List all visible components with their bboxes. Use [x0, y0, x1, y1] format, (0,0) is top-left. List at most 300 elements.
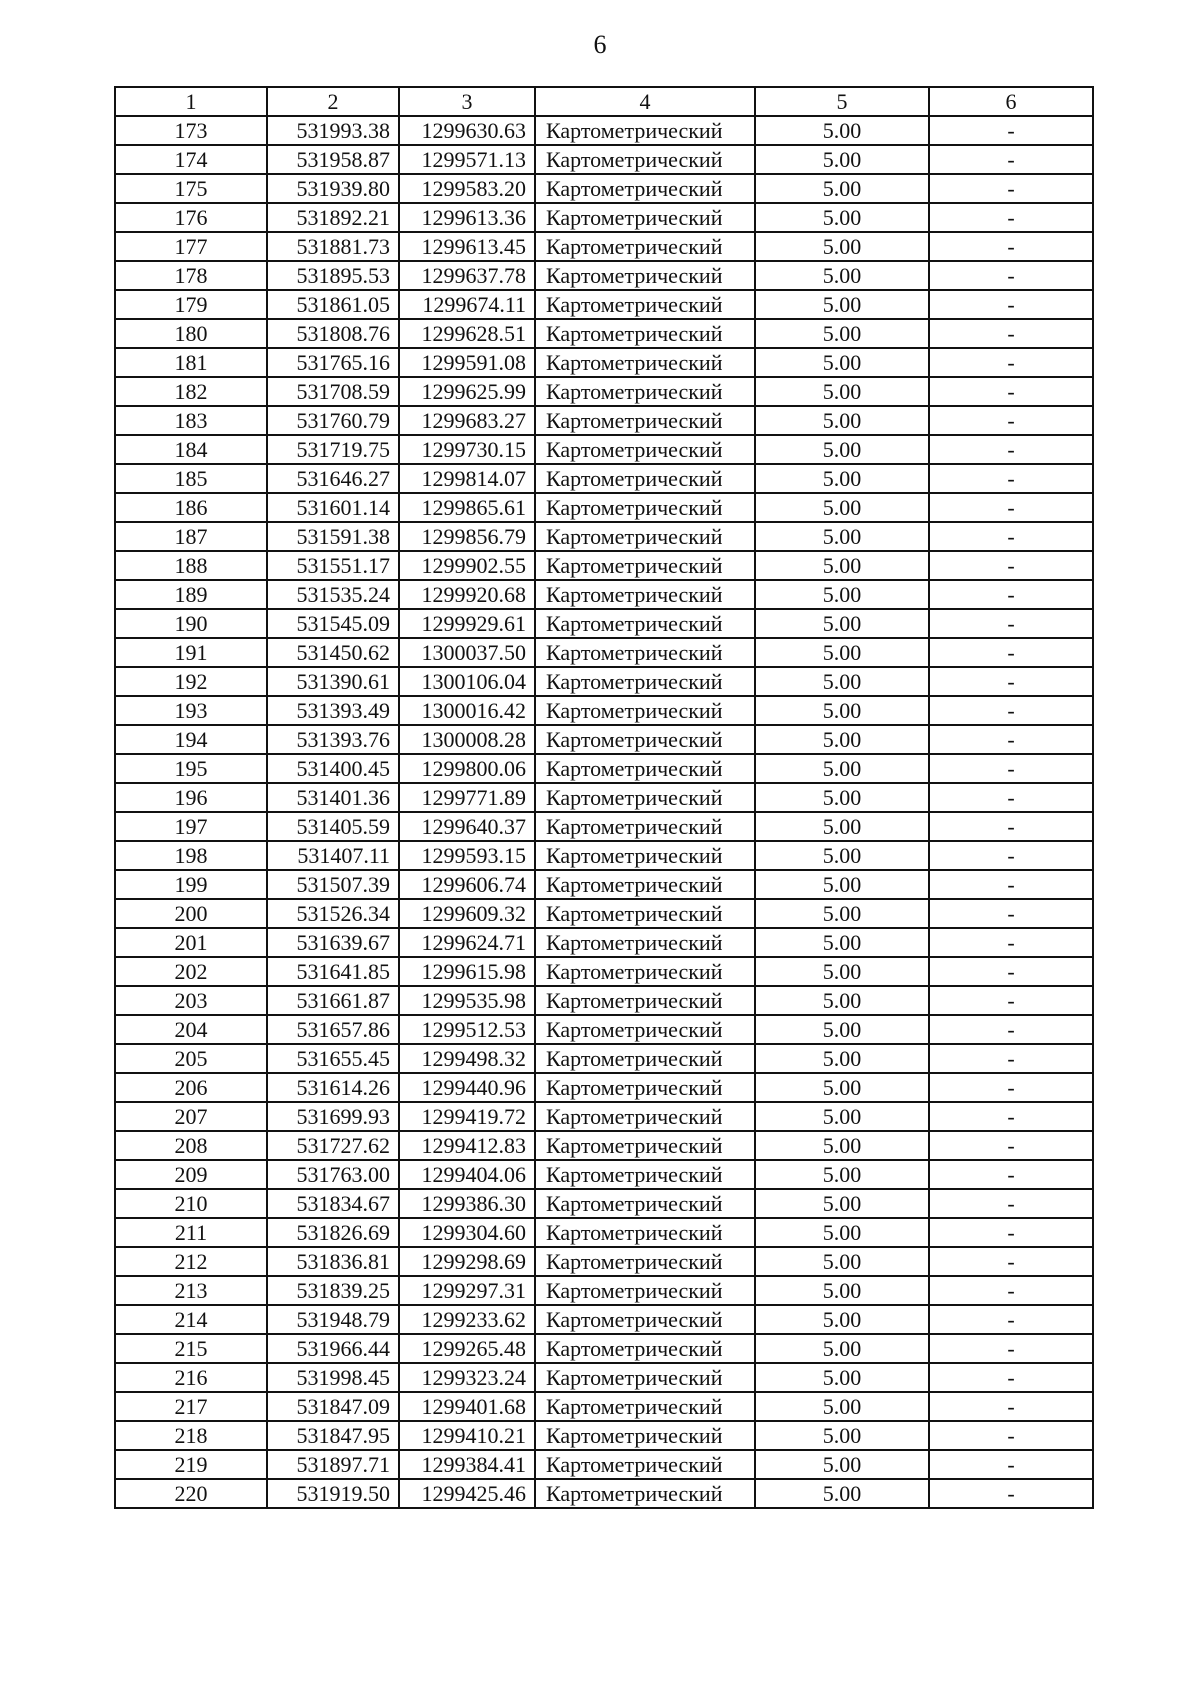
- accuracy-cell: 5.00: [755, 1392, 929, 1421]
- x-coordinate-cell: 531836.81: [267, 1247, 399, 1276]
- note-cell: -: [929, 1421, 1093, 1450]
- point-number-cell: 204: [115, 1015, 267, 1044]
- point-number-cell: 215: [115, 1334, 267, 1363]
- table-row: [115, 725, 1093, 754]
- point-number-cell: 206: [115, 1073, 267, 1102]
- y-coordinate-cell: 1299624.71: [399, 928, 535, 957]
- accuracy-cell: 5.00: [755, 203, 929, 232]
- note-cell: -: [929, 580, 1093, 609]
- accuracy-cell: 5.00: [755, 754, 929, 783]
- note-cell: -: [929, 1334, 1093, 1363]
- table-row: [115, 435, 1093, 464]
- method-cell: Картометрический: [535, 1131, 755, 1160]
- note-cell: -: [929, 1044, 1093, 1073]
- point-number-cell: 173: [115, 116, 267, 145]
- note-cell: -: [929, 1392, 1093, 1421]
- x-coordinate-cell: 531646.27: [267, 464, 399, 493]
- point-number-cell: 189: [115, 580, 267, 609]
- table-row: [115, 1479, 1093, 1508]
- x-coordinate-cell: 531614.26: [267, 1073, 399, 1102]
- y-coordinate-cell: 1299606.74: [399, 870, 535, 899]
- note-cell: -: [929, 957, 1093, 986]
- accuracy-cell: 5.00: [755, 1160, 929, 1189]
- y-coordinate-cell: 1299401.68: [399, 1392, 535, 1421]
- point-number-cell: 198: [115, 841, 267, 870]
- table-row: [115, 203, 1093, 232]
- point-number-cell: 213: [115, 1276, 267, 1305]
- x-coordinate-cell: 531551.17: [267, 551, 399, 580]
- note-cell: -: [929, 638, 1093, 667]
- header-cell-5: 5: [755, 87, 929, 116]
- table-row: [115, 1305, 1093, 1334]
- table-row: [115, 522, 1093, 551]
- note-cell: -: [929, 1363, 1093, 1392]
- method-cell: Картометрический: [535, 1247, 755, 1276]
- method-cell: Картометрический: [535, 812, 755, 841]
- method-cell: Картометрический: [535, 1305, 755, 1334]
- y-coordinate-cell: 1300016.42: [399, 696, 535, 725]
- method-cell: Картометрический: [535, 1015, 755, 1044]
- accuracy-cell: 5.00: [755, 986, 929, 1015]
- table-row: [115, 696, 1093, 725]
- note-cell: -: [929, 406, 1093, 435]
- table-row: [115, 1421, 1093, 1450]
- x-coordinate-cell: 531719.75: [267, 435, 399, 464]
- accuracy-cell: 5.00: [755, 290, 929, 319]
- table-row: [115, 261, 1093, 290]
- header-cell-2: 2: [267, 87, 399, 116]
- x-coordinate-cell: 531699.93: [267, 1102, 399, 1131]
- method-cell: Картометрический: [535, 841, 755, 870]
- y-coordinate-cell: 1299233.62: [399, 1305, 535, 1334]
- note-cell: -: [929, 841, 1093, 870]
- table-row: [115, 899, 1093, 928]
- y-coordinate-cell: 1299386.30: [399, 1189, 535, 1218]
- point-number-cell: 196: [115, 783, 267, 812]
- y-coordinate-cell: 1299640.37: [399, 812, 535, 841]
- method-cell: Картометрический: [535, 232, 755, 261]
- x-coordinate-cell: 531993.38: [267, 116, 399, 145]
- point-number-cell: 208: [115, 1131, 267, 1160]
- x-coordinate-cell: 531966.44: [267, 1334, 399, 1363]
- x-coordinate-cell: 531826.69: [267, 1218, 399, 1247]
- accuracy-cell: 5.00: [755, 464, 929, 493]
- note-cell: -: [929, 1218, 1093, 1247]
- header-cell-6: 6: [929, 87, 1093, 116]
- point-number-cell: 174: [115, 145, 267, 174]
- x-coordinate-cell: 531895.53: [267, 261, 399, 290]
- table-body: [115, 116, 1093, 1508]
- note-cell: -: [929, 1131, 1093, 1160]
- method-cell: Картометрический: [535, 986, 755, 1015]
- table-row: [115, 1247, 1093, 1276]
- method-cell: Картометрический: [535, 870, 755, 899]
- y-coordinate-cell: 1299593.15: [399, 841, 535, 870]
- note-cell: -: [929, 1073, 1093, 1102]
- accuracy-cell: 5.00: [755, 1247, 929, 1276]
- accuracy-cell: 5.00: [755, 1044, 929, 1073]
- method-cell: Картометрический: [535, 1189, 755, 1218]
- y-coordinate-cell: 1299571.13: [399, 145, 535, 174]
- method-cell: Картометрический: [535, 116, 755, 145]
- x-coordinate-cell: 531763.00: [267, 1160, 399, 1189]
- accuracy-cell: 5.00: [755, 1421, 929, 1450]
- point-number-cell: 176: [115, 203, 267, 232]
- point-number-cell: 220: [115, 1479, 267, 1508]
- point-number-cell: 211: [115, 1218, 267, 1247]
- point-number-cell: 197: [115, 812, 267, 841]
- point-number-cell: 195: [115, 754, 267, 783]
- point-number-cell: 192: [115, 667, 267, 696]
- note-cell: -: [929, 435, 1093, 464]
- method-cell: Картометрический: [535, 377, 755, 406]
- point-number-cell: 218: [115, 1421, 267, 1450]
- y-coordinate-cell: 1299683.27: [399, 406, 535, 435]
- y-coordinate-cell: 1300008.28: [399, 725, 535, 754]
- accuracy-cell: 5.00: [755, 406, 929, 435]
- note-cell: -: [929, 232, 1093, 261]
- x-coordinate-cell: 531760.79: [267, 406, 399, 435]
- y-coordinate-cell: 1299512.53: [399, 1015, 535, 1044]
- table-row: [115, 1363, 1093, 1392]
- accuracy-cell: 5.00: [755, 522, 929, 551]
- method-cell: Картометрический: [535, 1363, 755, 1392]
- method-cell: Картометрический: [535, 725, 755, 754]
- method-cell: Картометрический: [535, 580, 755, 609]
- table-row: [115, 870, 1093, 899]
- note-cell: -: [929, 319, 1093, 348]
- method-cell: Картометрический: [535, 1160, 755, 1189]
- x-coordinate-cell: 531390.61: [267, 667, 399, 696]
- note-cell: -: [929, 348, 1093, 377]
- accuracy-cell: 5.00: [755, 609, 929, 638]
- accuracy-cell: 5.00: [755, 319, 929, 348]
- note-cell: -: [929, 551, 1093, 580]
- note-cell: -: [929, 1189, 1093, 1218]
- table-row: [115, 638, 1093, 667]
- accuracy-cell: 5.00: [755, 377, 929, 406]
- x-coordinate-cell: 531708.59: [267, 377, 399, 406]
- y-coordinate-cell: 1299404.06: [399, 1160, 535, 1189]
- x-coordinate-cell: 531641.85: [267, 957, 399, 986]
- point-number-cell: 194: [115, 725, 267, 754]
- x-coordinate-cell: 531535.24: [267, 580, 399, 609]
- point-number-cell: 212: [115, 1247, 267, 1276]
- table-row: [115, 1131, 1093, 1160]
- accuracy-cell: 5.00: [755, 1450, 929, 1479]
- accuracy-cell: 5.00: [755, 551, 929, 580]
- point-number-cell: 217: [115, 1392, 267, 1421]
- method-cell: Картометрический: [535, 145, 755, 174]
- x-coordinate-cell: 531526.34: [267, 899, 399, 928]
- y-coordinate-cell: 1299929.61: [399, 609, 535, 638]
- y-coordinate-cell: 1299591.08: [399, 348, 535, 377]
- accuracy-cell: 5.00: [755, 493, 929, 522]
- note-cell: -: [929, 696, 1093, 725]
- y-coordinate-cell: 1299814.07: [399, 464, 535, 493]
- x-coordinate-cell: 531405.59: [267, 812, 399, 841]
- accuracy-cell: 5.00: [755, 174, 929, 203]
- y-coordinate-cell: 1299856.79: [399, 522, 535, 551]
- table-row: [115, 377, 1093, 406]
- x-coordinate-cell: 531545.09: [267, 609, 399, 638]
- note-cell: -: [929, 1479, 1093, 1508]
- note-cell: -: [929, 1247, 1093, 1276]
- y-coordinate-cell: 1299771.89: [399, 783, 535, 812]
- x-coordinate-cell: 531639.67: [267, 928, 399, 957]
- table-row: [115, 406, 1093, 435]
- point-number-cell: 182: [115, 377, 267, 406]
- table-row: [115, 116, 1093, 145]
- accuracy-cell: 5.00: [755, 870, 929, 899]
- note-cell: -: [929, 1305, 1093, 1334]
- y-coordinate-cell: 1299613.36: [399, 203, 535, 232]
- accuracy-cell: 5.00: [755, 1479, 929, 1508]
- method-cell: Картометрический: [535, 319, 755, 348]
- method-cell: Картометрический: [535, 899, 755, 928]
- note-cell: -: [929, 783, 1093, 812]
- note-cell: -: [929, 725, 1093, 754]
- table-row: [115, 957, 1093, 986]
- method-cell: Картометрический: [535, 696, 755, 725]
- y-coordinate-cell: 1299902.55: [399, 551, 535, 580]
- table-row: [115, 754, 1093, 783]
- note-cell: -: [929, 174, 1093, 203]
- x-coordinate-cell: 531400.45: [267, 754, 399, 783]
- note-cell: -: [929, 377, 1093, 406]
- point-number-cell: 175: [115, 174, 267, 203]
- accuracy-cell: 5.00: [755, 435, 929, 464]
- table-row: [115, 783, 1093, 812]
- method-cell: Картометрический: [535, 551, 755, 580]
- table-row: [115, 319, 1093, 348]
- point-number-cell: 199: [115, 870, 267, 899]
- point-number-cell: 216: [115, 1363, 267, 1392]
- table-row: [115, 551, 1093, 580]
- method-cell: Картометрический: [535, 754, 755, 783]
- table-row: [115, 1276, 1093, 1305]
- accuracy-cell: 5.00: [755, 1102, 929, 1131]
- y-coordinate-cell: 1299613.45: [399, 232, 535, 261]
- table-header: [115, 87, 1093, 116]
- table-row: [115, 812, 1093, 841]
- y-coordinate-cell: 1300037.50: [399, 638, 535, 667]
- note-cell: -: [929, 145, 1093, 174]
- x-coordinate-cell: 531892.21: [267, 203, 399, 232]
- x-coordinate-cell: 531601.14: [267, 493, 399, 522]
- x-coordinate-cell: 531727.62: [267, 1131, 399, 1160]
- method-cell: Картометрический: [535, 1479, 755, 1508]
- method-cell: Картометрический: [535, 290, 755, 319]
- x-coordinate-cell: 531919.50: [267, 1479, 399, 1508]
- table-row: [115, 1450, 1093, 1479]
- point-number-cell: 214: [115, 1305, 267, 1334]
- x-coordinate-cell: 531808.76: [267, 319, 399, 348]
- table-row: [115, 1015, 1093, 1044]
- point-number-cell: 185: [115, 464, 267, 493]
- y-coordinate-cell: 1299865.61: [399, 493, 535, 522]
- method-cell: Картометрический: [535, 464, 755, 493]
- note-cell: -: [929, 116, 1093, 145]
- x-coordinate-cell: 531939.80: [267, 174, 399, 203]
- accuracy-cell: 5.00: [755, 667, 929, 696]
- x-coordinate-cell: 531765.16: [267, 348, 399, 377]
- accuracy-cell: 5.00: [755, 1276, 929, 1305]
- point-number-cell: 205: [115, 1044, 267, 1073]
- method-cell: Картометрический: [535, 1218, 755, 1247]
- method-cell: Картометрический: [535, 522, 755, 551]
- table-row: [115, 493, 1093, 522]
- accuracy-cell: 5.00: [755, 1334, 929, 1363]
- x-coordinate-cell: 531407.11: [267, 841, 399, 870]
- accuracy-cell: 5.00: [755, 1131, 929, 1160]
- note-cell: -: [929, 203, 1093, 232]
- point-number-cell: 178: [115, 261, 267, 290]
- table-row: [115, 1189, 1093, 1218]
- note-cell: -: [929, 812, 1093, 841]
- method-cell: Картометрический: [535, 493, 755, 522]
- x-coordinate-cell: 531847.09: [267, 1392, 399, 1421]
- y-coordinate-cell: 1299800.06: [399, 754, 535, 783]
- note-cell: -: [929, 1450, 1093, 1479]
- accuracy-cell: 5.00: [755, 261, 929, 290]
- table-row: [115, 580, 1093, 609]
- page-number: 6: [593, 30, 607, 59]
- point-number-cell: 209: [115, 1160, 267, 1189]
- method-cell: Картометрический: [535, 638, 755, 667]
- y-coordinate-cell: 1299615.98: [399, 957, 535, 986]
- y-coordinate-cell: 1299410.21: [399, 1421, 535, 1450]
- x-coordinate-cell: 531450.62: [267, 638, 399, 667]
- note-cell: -: [929, 290, 1093, 319]
- x-coordinate-cell: 531401.36: [267, 783, 399, 812]
- table-row: [115, 667, 1093, 696]
- y-coordinate-cell: 1299419.72: [399, 1102, 535, 1131]
- note-cell: -: [929, 609, 1093, 638]
- method-cell: Картометрический: [535, 1392, 755, 1421]
- x-coordinate-cell: 531393.49: [267, 696, 399, 725]
- y-coordinate-cell: 1299498.32: [399, 1044, 535, 1073]
- method-cell: Картометрический: [535, 1421, 755, 1450]
- accuracy-cell: 5.00: [755, 348, 929, 377]
- x-coordinate-cell: 531507.39: [267, 870, 399, 899]
- accuracy-cell: 5.00: [755, 145, 929, 174]
- table-row: [115, 464, 1093, 493]
- method-cell: Картометрический: [535, 174, 755, 203]
- point-number-cell: 191: [115, 638, 267, 667]
- accuracy-cell: 5.00: [755, 1305, 929, 1334]
- note-cell: -: [929, 870, 1093, 899]
- note-cell: -: [929, 1160, 1093, 1189]
- y-coordinate-cell: 1299920.68: [399, 580, 535, 609]
- accuracy-cell: 5.00: [755, 928, 929, 957]
- x-coordinate-cell: 531661.87: [267, 986, 399, 1015]
- accuracy-cell: 5.00: [755, 638, 929, 667]
- accuracy-cell: 5.00: [755, 1189, 929, 1218]
- note-cell: -: [929, 1015, 1093, 1044]
- x-coordinate-cell: 531998.45: [267, 1363, 399, 1392]
- method-cell: Картометрический: [535, 348, 755, 377]
- y-coordinate-cell: 1299730.15: [399, 435, 535, 464]
- y-coordinate-cell: 1299425.46: [399, 1479, 535, 1508]
- point-number-cell: 190: [115, 609, 267, 638]
- table-row: [115, 232, 1093, 261]
- accuracy-cell: 5.00: [755, 116, 929, 145]
- method-cell: Картометрический: [535, 783, 755, 812]
- table-row: [115, 986, 1093, 1015]
- table-row: [115, 145, 1093, 174]
- table-row: [115, 1334, 1093, 1363]
- method-cell: Картометрический: [535, 1276, 755, 1305]
- method-cell: Картометрический: [535, 261, 755, 290]
- y-coordinate-cell: 1299440.96: [399, 1073, 535, 1102]
- x-coordinate-cell: 531861.05: [267, 290, 399, 319]
- accuracy-cell: 5.00: [755, 1015, 929, 1044]
- method-cell: Картометрический: [535, 406, 755, 435]
- accuracy-cell: 5.00: [755, 783, 929, 812]
- method-cell: Картометрический: [535, 203, 755, 232]
- table-row: [115, 1044, 1093, 1073]
- note-cell: -: [929, 1276, 1093, 1305]
- accuracy-cell: 5.00: [755, 580, 929, 609]
- method-cell: Картометрический: [535, 1334, 755, 1363]
- y-coordinate-cell: 1299304.60: [399, 1218, 535, 1247]
- x-coordinate-cell: 531834.67: [267, 1189, 399, 1218]
- y-coordinate-cell: 1299674.11: [399, 290, 535, 319]
- y-coordinate-cell: 1299297.31: [399, 1276, 535, 1305]
- point-number-cell: 202: [115, 957, 267, 986]
- accuracy-cell: 5.00: [755, 696, 929, 725]
- accuracy-cell: 5.00: [755, 841, 929, 870]
- y-coordinate-cell: 1299628.51: [399, 319, 535, 348]
- point-number-cell: 187: [115, 522, 267, 551]
- table-row: [115, 174, 1093, 203]
- header-cell-3: 3: [399, 87, 535, 116]
- note-cell: -: [929, 899, 1093, 928]
- y-coordinate-cell: 1299630.63: [399, 116, 535, 145]
- note-cell: -: [929, 493, 1093, 522]
- note-cell: -: [929, 928, 1093, 957]
- y-coordinate-cell: 1299265.48: [399, 1334, 535, 1363]
- table-row: [115, 1102, 1093, 1131]
- x-coordinate-cell: 531897.71: [267, 1450, 399, 1479]
- x-coordinate-cell: 531393.76: [267, 725, 399, 754]
- table-row: [115, 290, 1093, 319]
- x-coordinate-cell: 531655.45: [267, 1044, 399, 1073]
- y-coordinate-cell: 1299323.24: [399, 1363, 535, 1392]
- point-number-cell: 186: [115, 493, 267, 522]
- note-cell: -: [929, 1102, 1093, 1131]
- method-cell: Картометрический: [535, 609, 755, 638]
- accuracy-cell: 5.00: [755, 232, 929, 261]
- accuracy-cell: 5.00: [755, 1073, 929, 1102]
- point-number-cell: 193: [115, 696, 267, 725]
- x-coordinate-cell: 531948.79: [267, 1305, 399, 1334]
- y-coordinate-cell: 1299298.69: [399, 1247, 535, 1276]
- point-number-cell: 188: [115, 551, 267, 580]
- point-number-cell: 219: [115, 1450, 267, 1479]
- accuracy-cell: 5.00: [755, 725, 929, 754]
- point-number-cell: 203: [115, 986, 267, 1015]
- table-row: [115, 348, 1093, 377]
- point-number-cell: 180: [115, 319, 267, 348]
- header-cell-4: 4: [535, 87, 755, 116]
- method-cell: Картометрический: [535, 1450, 755, 1479]
- method-cell: Картометрический: [535, 667, 755, 696]
- table-row: [115, 928, 1093, 957]
- x-coordinate-cell: 531839.25: [267, 1276, 399, 1305]
- x-coordinate-cell: 531881.73: [267, 232, 399, 261]
